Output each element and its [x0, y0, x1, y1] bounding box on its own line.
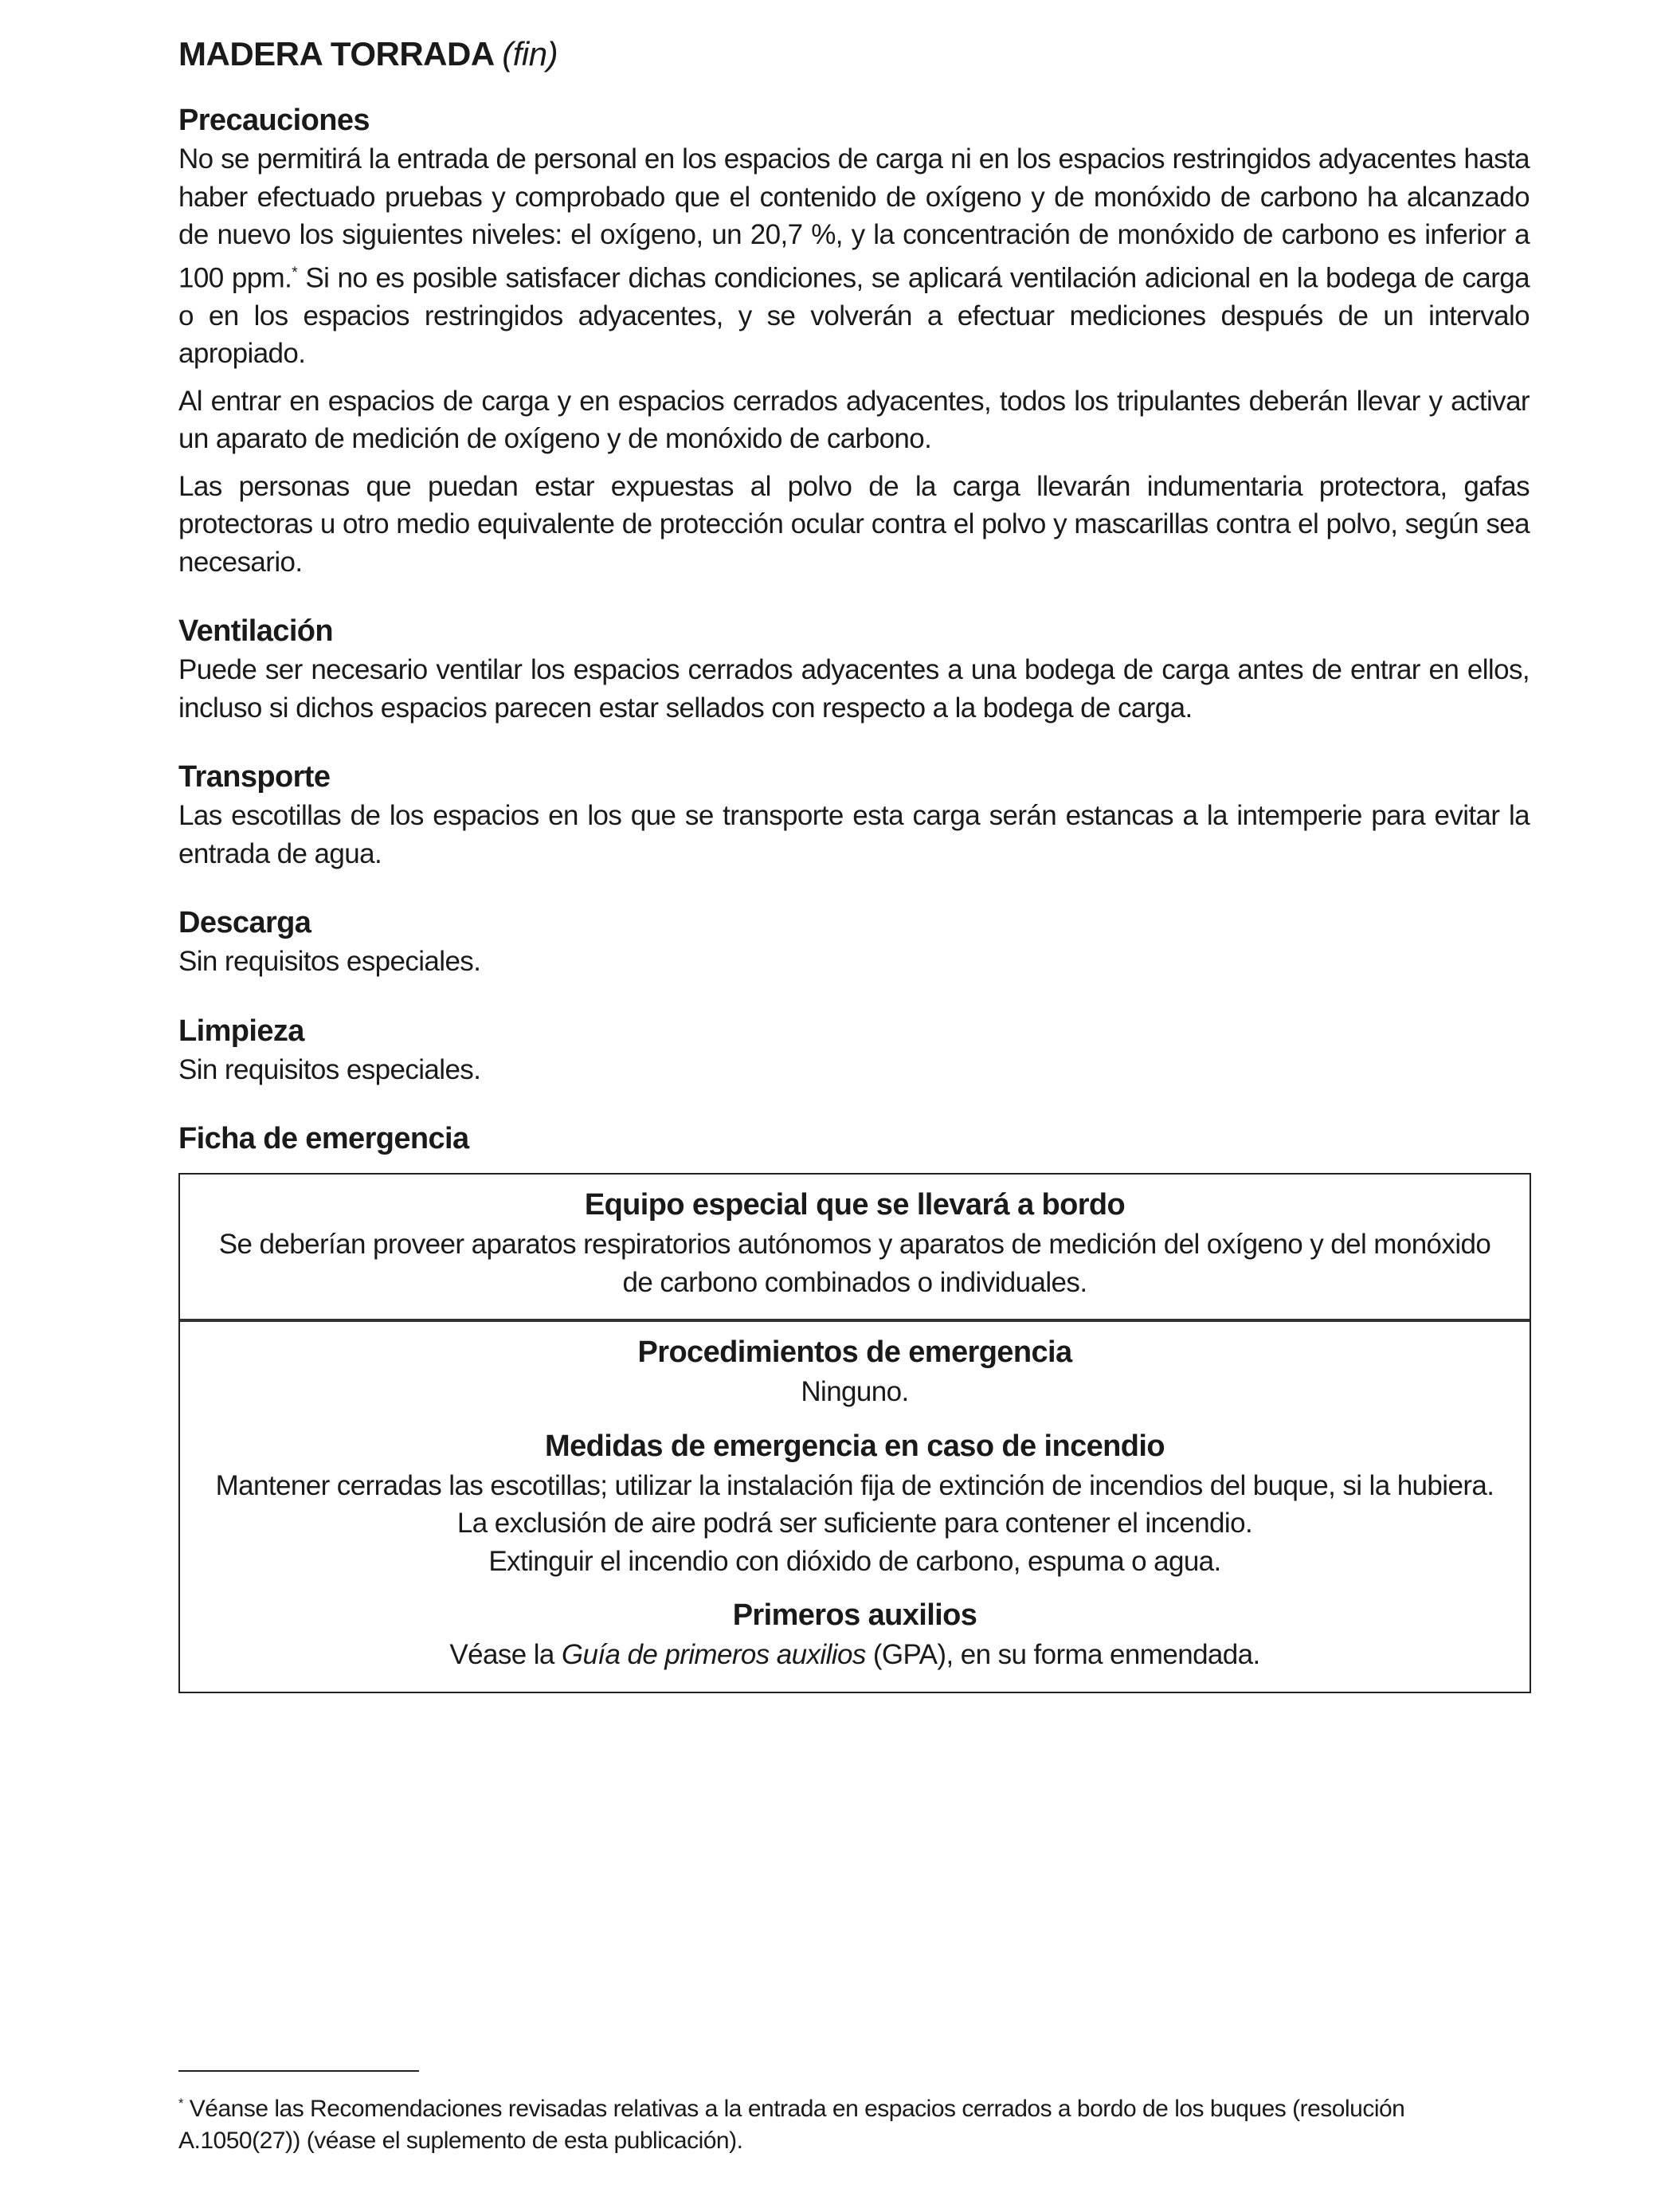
paragraph-text: Si no es posible satisfacer dichas condiciones, se aplicará ventilación adicional en la bodega de carga o en los espacios restringidos adyacentes, y se volverán a efectuar mediciones después de un intervalo apropiado. — [178, 262, 1530, 370]
section-ficha-emergencia — [178, 1119, 1530, 1693]
footnote-mark: * — [178, 2096, 183, 2111]
procedures-heading: Procedimientos de emergencia — [637, 1335, 1072, 1370]
section-heading: Ventilación — [178, 614, 334, 649]
section-descarga — [178, 903, 1530, 981]
title-main: MADERA TORRADA — [178, 35, 494, 73]
page-title — [178, 32, 1530, 76]
emergency-box — [178, 1173, 1531, 1693]
procedures-text: Ninguno. — [801, 1376, 909, 1408]
procedures-cell — [180, 1319, 1530, 1692]
equipment-text: Se deberían proveer aparatos respiratorios autónomos y aparatos de medición del oxígeno y del monóxido de carbono combinados o individuales. — [218, 1229, 1491, 1298]
first-aid-text — [212, 1636, 1498, 1674]
paragraph — [178, 140, 1530, 373]
paragraph: Sin requisitos especiales. — [178, 946, 481, 978]
fire-text-2: Extinguir el incendio con dióxido de carbono, espuma o agua. — [488, 1545, 1221, 1577]
paragraph: Al entrar en espacios de carga y en espacios cerrados adyacentes, todos los tripulantes deberán llevar y activar un aparato de medición de oxígeno y de monóxido de carbono. — [178, 385, 1530, 455]
title-suffix: (fin) — [502, 35, 558, 73]
guide-title: Guía de primeros auxilios — [561, 1639, 866, 1671]
paragraph: Las personas que puedan estar expuestas al polvo de la carga llevarán indumentaria protectora, gafas protectoras u otro medio equivalente de protección ocular contra el polvo y mascarillas contra el polvo, según sea necesario. — [178, 470, 1530, 578]
paragraph-text: No se permitirá la entrada de personal en los espacios de carga ni en los espacios restringidos adyacentes hasta haber efectuado pruebas y comprobado que el contenido de oxígeno y de monóxido de carbono ha alcanzado de nuevo los siguientes niveles: el oxígeno, un 20,7 %, y la concentración de monóxido de carbono es inferior a 100 ppm. — [178, 143, 1530, 294]
paragraph: Sin requisitos especiales. — [178, 1053, 481, 1085]
section-heading: Precauciones — [178, 104, 370, 137]
equipment-cell — [180, 1175, 1530, 1319]
footnote — [178, 2088, 1530, 2157]
footnote-divider — [178, 2070, 419, 2072]
document-page — [178, 32, 1530, 1693]
text: (GPA), en su forma enmendada. — [865, 1639, 1260, 1671]
section-heading: Ficha de emergencia — [178, 1122, 469, 1156]
section-limpieza — [178, 1011, 1530, 1089]
equipment-heading: Equipo especial que se llevará a bordo — [584, 1188, 1126, 1222]
text: Véase la — [449, 1639, 562, 1671]
section-heading: Transporte — [178, 760, 331, 794]
fire-text: Mantener cerradas las escotillas; utilizar la instalación fija de extinción de incendios del buque, si la hubiera. La exclusión de aire podrá ser suficiente para contener el incendio. — [215, 1469, 1494, 1539]
section-precauciones — [178, 100, 1530, 581]
section-transporte — [178, 757, 1530, 873]
section-heading: Limpieza — [178, 1014, 304, 1048]
section-heading: Descarga — [178, 906, 311, 940]
fire-heading: Medidas de emergencia en caso de incendio — [545, 1429, 1165, 1463]
paragraph: Puede ser necesario ventilar los espacios cerrados adyacentes a una bodega de carga antes de entrar en ellos, incluso si dichos espacios parecen estar sellados con respecto a la bodega de carga. — [178, 654, 1530, 724]
footnote-mark: * — [292, 264, 298, 281]
paragraph: Las escotillas de los espacios en los que se transporte esta carga serán estancas a la intemperie para evitar la entrada de agua. — [178, 800, 1530, 869]
first-aid-heading: Primeros auxilios — [732, 1598, 977, 1633]
section-ventilacion — [178, 611, 1530, 727]
footnote-text: Véanse las Recomendaciones revisadas relativas a la entrada en espacios cerrados a bordo de los buques (resolución A.1050(27)) (véase el suplemento de esta publicación). — [178, 2096, 1405, 2154]
